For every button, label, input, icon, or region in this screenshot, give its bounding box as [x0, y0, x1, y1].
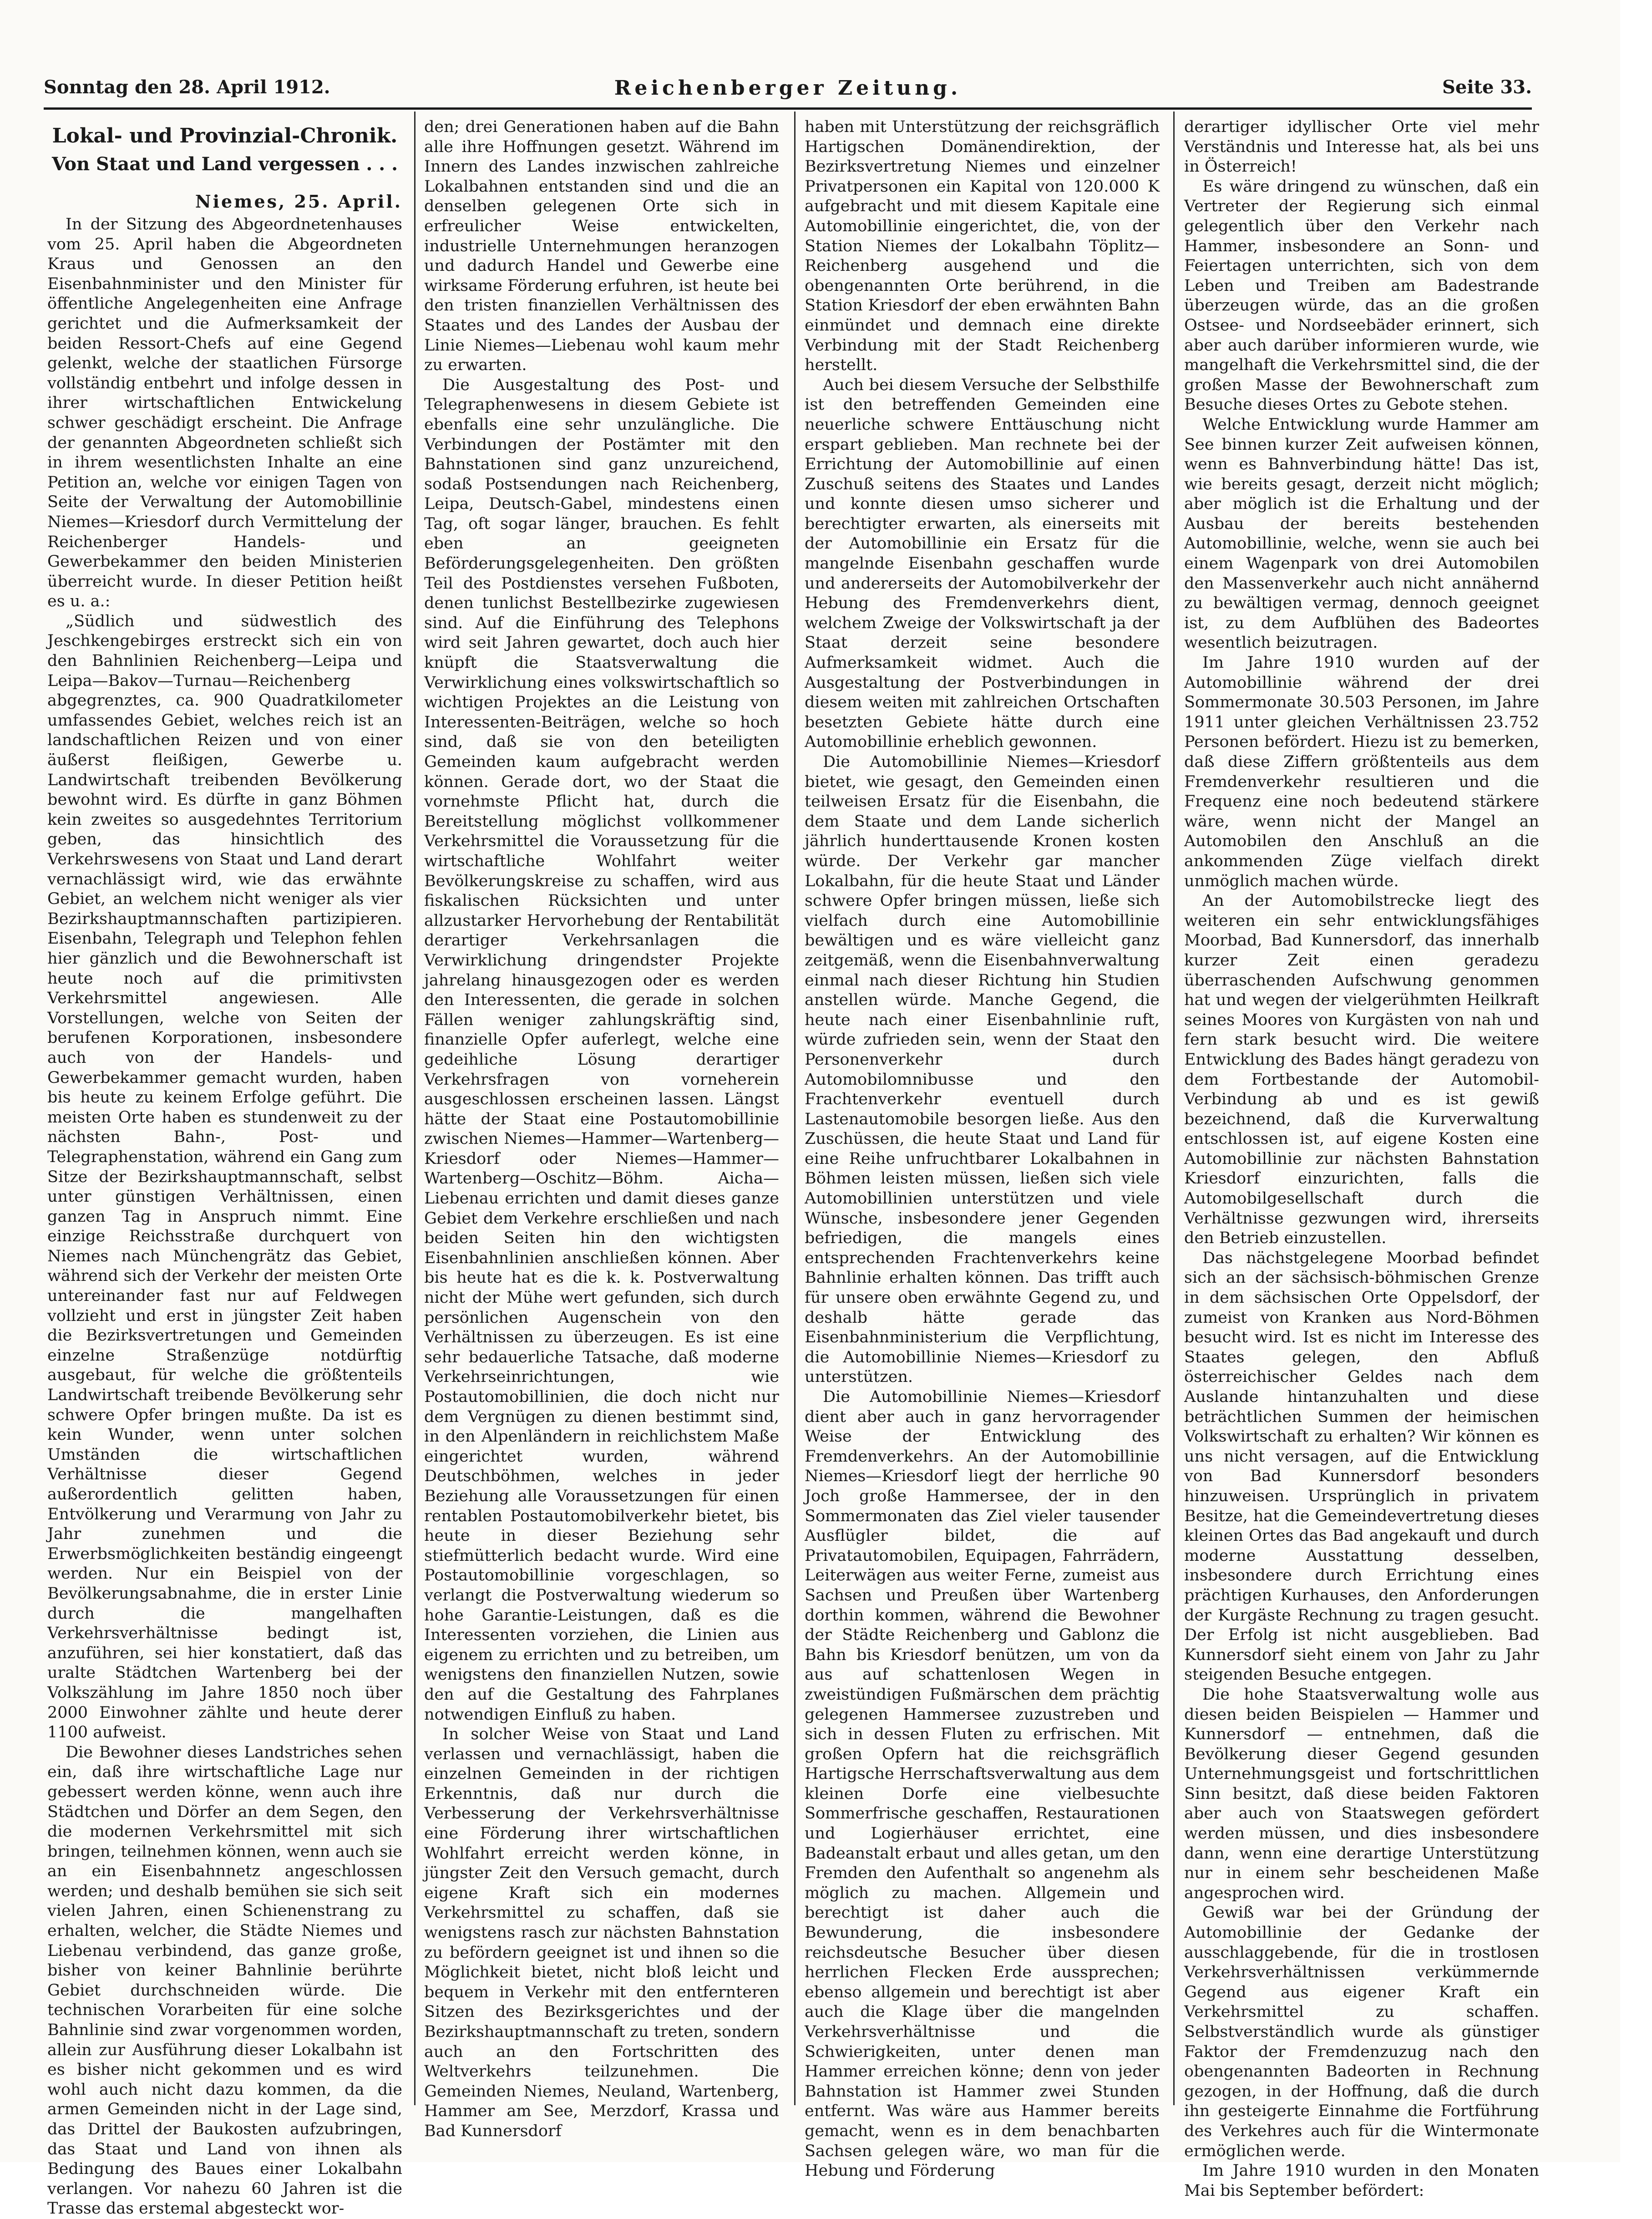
- article-paragraph: den; drei Generationen haben auf die Bahn alle ihre Hoffnungen gesetzt. Während im Innern des Landes inzwischen zahlreiche Lokalbahnen entstanden sind und die an denselben gelegenen Orte sich in erfreulicher Weise entwickelten, industrielle Unternehmungen heranzogen und dadurch Handel und Gewerbe eine wirksame Förderung erfuhren, ist heute bei den tristen finanziellen Verhältnissen des Staates und des Landes der Ausbau der Linie Niemes—Liebenau wohl kaum mehr zu erwarten.: [424, 118, 779, 375]
- newspaper-title: Reichenberger Zeitung.: [614, 76, 962, 100]
- article-paragraph: derartiger idyllischer Orte viel mehr Verständnis und Interesse hat, als bei uns in Österreich!: [1184, 118, 1539, 176]
- article-paragraph: Auch bei diesem Versuche der Selbsthilfe ist den betreffenden Gemeinden eine neuerliche schwere Enttäuschung nicht erspart geblieben. Man rechnete bei der Errichtung der Automobillinie auf einen Zuschuß seitens des Staates und Landes und konnte diesen umso sicherer und berechtigter erwarten, als einerseits mit der Automobillinie ein Ersatz für die mangelnde Eisenbahn geschaffen wurde und andererseits der Automobilverkehr der Hebung des Fremdenverkehrs dient, welchem Zweige der Volkswirtschaft ja der Staat derzeit seine besondere Aufmerksamkeit widmet. Auch die Ausgestaltung der Postverbindungen in diesem weiten mit zahlreichen Ortschaften besetzten Gebiete hätte durch eine Automobillinie erheblich gewonnen.: [805, 376, 1160, 752]
- section-heading: Lokal- und Provinzial-Chronik.: [52, 124, 398, 147]
- article-paragraph: Die Automobillinie Niemes—Kriesdorf dient aber auch in ganz hervorragender Weise der Entwicklung des Fremdenverkehrs. An der Automobillinie Niemes—Kriesdorf liegt der herrliche 90 Joch große Hammersee, der in den Sommermonaten das Ziel vieler tausender Ausflügler bildet, die auf Privatautomobilen, Equipagen, Fahrrädern, Leiterwägen aus weiter Ferne, zumeist aus Sachsen und Preußen über Wartenberg dorthin kommen, während die Bewohner der Städte Reichenberg und Gablonz die Bahn bis Kriesdorf benützen, um von da aus auf schattenlosen Wegen in zweistündigen Fußmärschen dem prächtig gelegenen Hammersee zuzustreben und sich in dessen Fluten zu erfrischen. Mit großen Opfern hat die reichsgräflich Hartigsche Herrschaftsverwaltung aus dem kleinen Dorfe eine vielbesuchte Sommerfrische geschaffen, Restaurationen und Logierhäuser errichtet, eine Badeanstalt erbaut und alles getan, um den Fremden den Aufenthalt so angenehm als möglich zu machen. Allgemein und berechtigt ist daher auch die Bewunderung, die insbesondere reichsdeutsche Besucher über diesen herrlichen Flecken Erde aussprechen; ebenso allgemein und berechtigt ist aber auch die Klage über die mangelnden Verkehrsverhältnisse und die Schwierigkeiten, unter denen man Hammer erreichen könne; denn von jeder Bahnstation ist Hammer zwei Stunden entfernt. Was wäre aus Hammer bereits gemacht, wenn es in dem benachbarten Sachsen gelegen wäre, wo man für die Hebung und Förderung: [805, 1388, 1160, 2180]
- scan-margin: [1620, 0, 1652, 2162]
- column-1: [47, 117, 402, 2218]
- article-paragraph: Die Bewohner dieses Landstriches sehen ein, daß ihre wirtschaftliche Lage nur gebessert werden könne, wenn auch ihre Städtchen und Dörfer an dem Segen, den die modernen Verkehrsmittel mit sich bringen, teilnehmen können, wenn auch sie an ein Eisenbahnnetz angeschlossen werden; und deshalb bemühen sie sich seit vielen Jahren, einen Schienenstrang zu erhalten, welcher, die Städte Niemes und Liebenau verbindend, das ganze große, bisher von keiner Bahnlinie berührte Gebiet durchschneiden würde. Die technischen Vorarbeiten für eine solche Bahnlinie sind zwar vorgenommen worden, allein zur Ausführung dieser Lokalbahn ist es bisher nicht gekommen und es wird wohl auch nicht dazu kommen, da die armen Gemeinden nicht in der Lage sind, das Drittel der Baukosten aufzubringen, das Staat und Land von ihnen als Bedingung des Baues einer Lokalbahn verlangen. Vor nahezu 60 Jahren ist die Trasse das erstemal abgesteckt wor-: [47, 1743, 402, 2218]
- article-paragraph: Die Ausgestaltung des Post- und Telegraphenwesens in diesem Gebiete ist ebenfalls eine sehr unzulängliche. Die Verbindungen der Postämter mit den Bahnstationen sind ganz unzureichend, sodaß Postsendungen nach Reichenberg, Leipa, Deutsch-Gabel, mindestens einen Tag, oft sogar länger, brauchen. Es fehlt eben an geeigneten Beförderungsgelegenheiten. Den größten Teil des Postdienstes versehen Fußboten, denen tunlichst Bestellbezirke zugewiesen sind. Auf die Einführung des Telephons wird seit Jahren gewartet, doch auch hier knüpft die Staatsverwaltung die Verwirklichung eines volkswirtschaftlich so wichtigen Projektes an die Leistung von Interessenten-Beiträgen, welche so hoch sind, daß sie von den beteiligten Gemeinden kaum aufgebracht werden können. Gerade dort, wo der Staat die vornehmste Pflicht hat, durch die Bereitstellung möglichst vollkommener Verkehrsmittel die Voraussetzung für die wirtschaftliche Wohlfahrt weiter Bevölkerungskreise zu schaffen, wird aus fiskalischen Rücksichten und unter allzustarker Hervorhebung der Rentabilität derartiger Verkehrsanlagen die Verwirklichung dringendster Projekte jahrelang hinausgezogen oder es werden den Interessenten, die gerade in solchen Fällen weniger zahlungskräftig sind, finanzielle Opfer auferlegt, welche eine gedeihliche Lösung derartiger Verkehrsfragen von vorneherein ausgeschlossen erscheinen lassen. Längst hätte der Staat eine Postautomobillinie zwischen Niemes—Hammer—Wartenberg—Kriesdorf oder Niemes—Hammer—Wartenberg—Oschitz—Böhm. Aicha—Liebenau errichten und damit dieses ganze Gebiet dem Verkehre erschließen und nach beiden Seiten hin den wichtigsten Eisenbahnlinien anschließen können. Aber bis heute hat es die k. k. Postverwaltung nicht der Mühe wert gefunden, sich durch persönlichen Augenschein von den Verhältnissen zu überzeugen. Es ist eine sehr bedauerliche Tatsache, daß moderne Verkehrseinrichtungen, wie Postautomobillinien, die doch nicht nur dem Vergnügen zu dienen bestimmt sind, in den Alpenländern in reichlichstem Maße eingerichtet wurden, während Deutschböhmen, welches in jeder Beziehung alle Voraussetzungen für einen rentablen Postautomobilverkehr bietet, bis heute in dieser Beziehung sehr stiefmütterlich bedacht wurde. Wird eine Postautomobillinie vorgeschlagen, so verlangt die Postverwaltung wiederum so hohe Garantie-Leistungen, daß es die Interessenten vorziehen, die Linien aus eigenem zu errichten und zu betreiben, um wenigstens den finanziellen Nutzen, sowie den auf die Gestaltung des Fahrplanes notwendigen Einfluß zu haben.: [424, 376, 779, 1724]
- dateline: Niemes, 25. April.: [195, 191, 402, 212]
- header-rule: [44, 107, 1532, 110]
- column-rule: [414, 112, 416, 2105]
- article-paragraph: Im Jahre 1910 wurden auf der Automobillinie während der drei Sommermonate 30.503 Personen, im Jahre 1911 unter gleichen Verhältnissen 23.752 Personen befördert. Hiezu ist zu bemerken, daß diese Ziffern größtenteils aus dem Fremdenverkehr resultieren und die Frequenz eine noch bedeutend stärkere wäre, wenn nicht der Mangel an Automobilen den Anschluß an die ankommenden Züge vielfach direkt unmöglich machen würde.: [1184, 654, 1539, 890]
- article-headline: Von Staat und Land vergessen . . .: [51, 153, 398, 175]
- article-paragraph: In solcher Weise von Staat und Land verlassen und vernachlässigt, haben die einzelnen Gemeinden in der richtigen Erkenntnis, daß nur durch die Verbesserung der Verkehrsverhältnisse eine Förderung ihrer wirtschaftlichen Wohlfahrt erreicht werden könne, in jüngster Zeit den Versuch gemacht, durch eigene Kraft sich ein modernes Verkehrsmittel zu schaffen, daß sie wenigstens rasch zur nächsten Bahnstation zu befördern geeignet ist und ihnen so die Möglichkeit bietet, nicht bloß leicht und bequem in Verkehr mit den entfernteren Sitzen des Bezirksgerichtes und der Bezirkshauptmannschaft zu treten, sondern auch an den Fortschritten des Weltverkehrs teilzunehmen. Die Gemeinden Niemes, Neuland, Wartenberg, Hammer am See, Merzdorf, Krassa und Bad Kunnersdorf: [424, 1725, 779, 2140]
- article-paragraph: Die Automobillinie Niemes—Kriesdorf bietet, wie gesagt, den Gemeinden einen teilweisen Ersatz für die Eisenbahn, die dem Staate und dem Lande sicherlich jährlich hunderttausende Kronen kosten würde. Der Verkehr gar mancher Lokalbahn, für die heute Staat und Länder schwere Opfer bringen müssen, ließe sich vielfach durch eine Automobillinie bewältigen und es wäre vielleicht ganz zeitgemäß, wenn die Eisenbahnverwaltung einmal nach dieser Richtung hin Studien anstellen würde. Manche Gegend, die heute nach einer Eisenbahnlinie ruft, würde zufrieden sein, wenn der Staat den Personenverkehr durch Automobilomnibusse und den Frachtenverkehr eventuell durch Lastenautomobile besorgen ließe. Aus den Zuschüssen, die heute Staat und Land für eine Reihe unfruchtbarer Lokalbahnen in Böhmen leisten müssen, ließen sich viele Automobillinien unterstützen und viele Wünsche, insbesondere jener Gegenden befriedigen, die mangels eines entsprechenden Frachtenverkehrs keine Bahnlinie erhalten können. Das trifft auch für unsere oben erwähnte Gegend zu, und deshalb hätte gerade das Eisenbahnministerium die Verpflichtung, die Automobillinie Niemes—Kriesdorf zu unterstützen.: [805, 753, 1160, 1386]
- article-paragraph: Im Jahre 1910 wurden in den Monaten Mai bis September befördert:: [1184, 2162, 1539, 2200]
- article-paragraph: In der Sitzung des Abgeordnetenhauses vom 25. April haben die Abgeordneten Kraus und Genossen an den Eisenbahnminister und den Minister für öffentliche Angelegenheiten eine Anfrage gerichtet und die Aufmerksamkeit der beiden Ressort-Chefs auf eine Gegend gelenkt, welche der staatlichen Fürsorge vollständig entbehrt und infolge dessen in ihrer wirtschaftlichen Entwickelung schwer geschädigt erscheint. Die Anfrage der genannten Abgeordneten schließt sich in ihrem wesentlichsten Inhalte an eine Petition an, welche vor einigen Tagen von Seite der Verwaltung der Automobillinie Niemes—Kriesdorf durch Vermittelung der Reichenberger Handels- und Gewerbekammer den beiden Ministerien überreicht wurde. In dieser Petition heißt es u. a.:: [47, 215, 402, 611]
- article-paragraph: haben mit Unterstützung der reichsgräflich Hartigschen Domänendirektion, der Bezirksvertretung Niemes und einzelner Privatpersonen ein Kapital von 120.000 K aufgebracht und mit diesem Kapitale eine Automobillinie eingerichtet, die, von der Station Niemes der Lokalbahn Töplitz—Reichenberg ausgehend und die obengenannten Orte berührend, in die Station Kriesdorf der eben erwähnten Bahn einmündet und demnach eine direkte Verbindung mit der Stadt Reichenberg herstellt.: [805, 118, 1160, 375]
- article-paragraph: Es wäre dringend zu wünschen, daß ein Vertreter der Regierung sich einmal gelegentlich über den Verkehr nach Hammer, insbesondere an Sonn- und Feiertagen unterrichten, sich von dem Leben und Treiben am Badestrande überzeugen würde, das an die großen Ostsee- und Nordseebäder erinnert, sich aber auch darüber informieren wurde, wie mangelhaft die Verkehrsmittel sind, die der großen Masse der Bewohnerschaft zum Besuche dieses Ortes zu Gebote stehen.: [1184, 177, 1539, 414]
- article-paragraph: „Südlich und südwestlich des Jeschkengebirges erstreckt sich ein von den Bahnlinien Reichenberg—Leipa und Leipa—Bakov—Turnau—Reichenberg abgegrenztes, ca. 900 Quadratkilometer umfassendes Gebiet, welches reich ist an landschaftlichen Reizen und von einer äußerst fleißigen, Gewerbe u. Landwirtschaft treibenden Bevölkerung bewohnt wird. Es dürfte in ganz Böhmen kein zweites so ausgedehntes Territorium geben, das hinsichtlich des Verkehrswesens von Staat und Land derart vernachlässigt wird, wie das erwähnte Gebiet, an welchem nicht weniger als vier Bezirkshauptmannschaften partizipieren. Eisenbahn, Telegraph und Telephon fehlen hier gänzlich und die Bewohnerschaft ist heute noch auf die primitivsten Verkehrsmittel angewiesen. Alle Vorstellungen, welche von Seiten der berufenen Korporationen, insbesondere auch von der Handels- und Gewerbekammer gemacht wurden, haben bis heute zu keinem Erfolge geführt. Die meisten Orte haben es stundenweit zu der nächsten Bahn-, Post- und Telegraphenstation, während ein Gang zum Sitze der Bezirkshauptmannschaft, selbst unter günstigen Verhältnissen, einen ganzen Tag in Anspruch nimmt. Eine einzige Reichsstraße durchquert von Niemes nach Münchengrätz das Gebiet, während sich der Verkehr der meisten Orte untereinander fast nur auf Feldwegen vollzieht und erst in jüngster Zeit haben die Bezirksvertretungen und Gemeinden einzelne Straßenzüge notdürftig ausgebaut, für welche die größtenteils Landwirtschaft treibende Bevölkerung sehr schwere Opfer bringen mußte. Da ist es kein Wunder, wenn unter solchen Umständen die wirtschaftlichen Verhältnisse dieser Gegend außerordentlich gelitten haben, Entvölkerung und Verarmung von Jahr zu Jahr zunehmen und die Erwerbsmöglichkeiten beständig eingeengt werden. Nur ein Beispiel von der Bevölkerungsabnahme, die in erster Linie durch die mangelhaften Verkehrsverhältnisse bedingt ist, anzuführen, sei hier konstatiert, daß das uralte Städtchen Wartenberg bei der Volkszählung im Jahre 1850 noch über 2000 Einwohner zählte und heute derer 1100 aufweist.: [47, 612, 402, 1742]
- article-paragraph: Welche Entwicklung wurde Hammer am See binnen kurzer Zeit aufweisen können, wenn es Bahnverbindung hätte! Das ist, wie bereits gesagt, derzeit nicht möglich; aber möglich ist die Erhaltung und der Ausbau der bereits bestehenden Automobillinie, welche, wenn sie auch bei einem Wagenpark von drei Automobilen den Massenverkehr auch nicht annähernd zu bewältigen vermag, dennoch geeignet ist, zu dem Aufblühen des Badeortes wesentlich beizutragen.: [1184, 415, 1539, 652]
- article-paragraph: Die hohe Staatsverwaltung wolle aus diesen beiden Beispielen — Hammer und Kunnersdorf — entnehmen, daß die Bevölkerung dieser Gegend gesunden Unternehmungsgeist und fortschrittlichen Sinn besitzt, daß diese beiden Faktoren aber auch von Staatswegen gefördert werden müssen, und dies insbesondere dann, wenn eine derartige Unterstützung nur in einem sehr bescheidenen Maße angesprochen wird.: [1184, 1685, 1539, 1902]
- column-rule: [794, 112, 796, 2105]
- article-paragraph: Gewiß war bei der Gründung der Automobillinie der Gedanke der ausschlaggebende, für die in trostlosen Verkehrsverhältnissen verkümmernde Gegend aus eigener Kraft ein Verkehrsmittel zu schaffen. Selbstverständlich wurde als günstiger Faktor der Fremdenzuzug nach den obengenannten Badeorten in Rechnung gezogen, in der Hoffnung, daß die durch ihn gesteigerte Einnahme die Fortführung des Verkehres auch für die Wintermonate ermöglichen werde.: [1184, 1904, 1539, 2160]
- page-number: Seite 33.: [1442, 76, 1532, 98]
- article-paragraph: Das nächstgelegene Moorbad befindet sich an der sächsisch-böhmischen Grenze in dem sächsischen Orte Oppelsdorf, der zumeist von Kranken aus Nord-Böhmen besucht wird. Ist es nicht im Interesse des Staates gelegen, den Abfluß österreichischer Geldes nach dem Auslande hintanzuhalten und diese beträchtlichen Summen der heimischen Volkswirtschaft zu erhalten? Wir können es uns nicht versagen, auf die Entwicklung von Bad Kunnersdorf besonders hinzuweisen. Ursprünglich in privatem Besitze, hat die Gemeindevertretung dieses kleinen Ortes das Bad angekauft und durch moderne Ausstattung desselben, insbesondere durch Errichtung eines prächtigen Kurhauses, den Anforderungen der Kurgäste Rechnung zu tragen gesucht. Der Erfolg ist nicht ausgeblieben. Bad Kunnersdorf sieht einem von Jahr zu Jahr steigenden Besuche entgegen.: [1184, 1249, 1539, 1684]
- column-3: [805, 117, 1160, 2180]
- column-2: [424, 117, 779, 2140]
- page-header: [44, 76, 1532, 106]
- column-rule: [1173, 112, 1175, 2105]
- article-paragraph: An der Automobilstrecke liegt des weiteren ein sehr entwicklungsfähiges Moorbad, Bad Kunnersdorf, das innerhalb kurzer Zeit einen geradezu überraschenden Aufschwung genommen hat und wegen der vielgerühmten Heilkraft seines Moores von Kurgästen von nah und fern stark besucht wird. Die weitere Entwicklung des Bades hängt geradezu von dem Fortbestande der Automobil-Verbindung ab und es ist gewiß bezeichnend, daß die Kurverwaltung entschlossen ist, auf eigene Kosten eine Automobillinie zur nächsten Bahnstation Kriesdorf einzurichten, falls die Automobilgesellschaft durch die Verhältnisse gezwungen wird, ihrerseits den Betrieb einzustellen.: [1184, 892, 1539, 1248]
- issue-date: Sonntag den 28. April 1912.: [44, 76, 330, 98]
- column-4: [1184, 117, 1539, 2200]
